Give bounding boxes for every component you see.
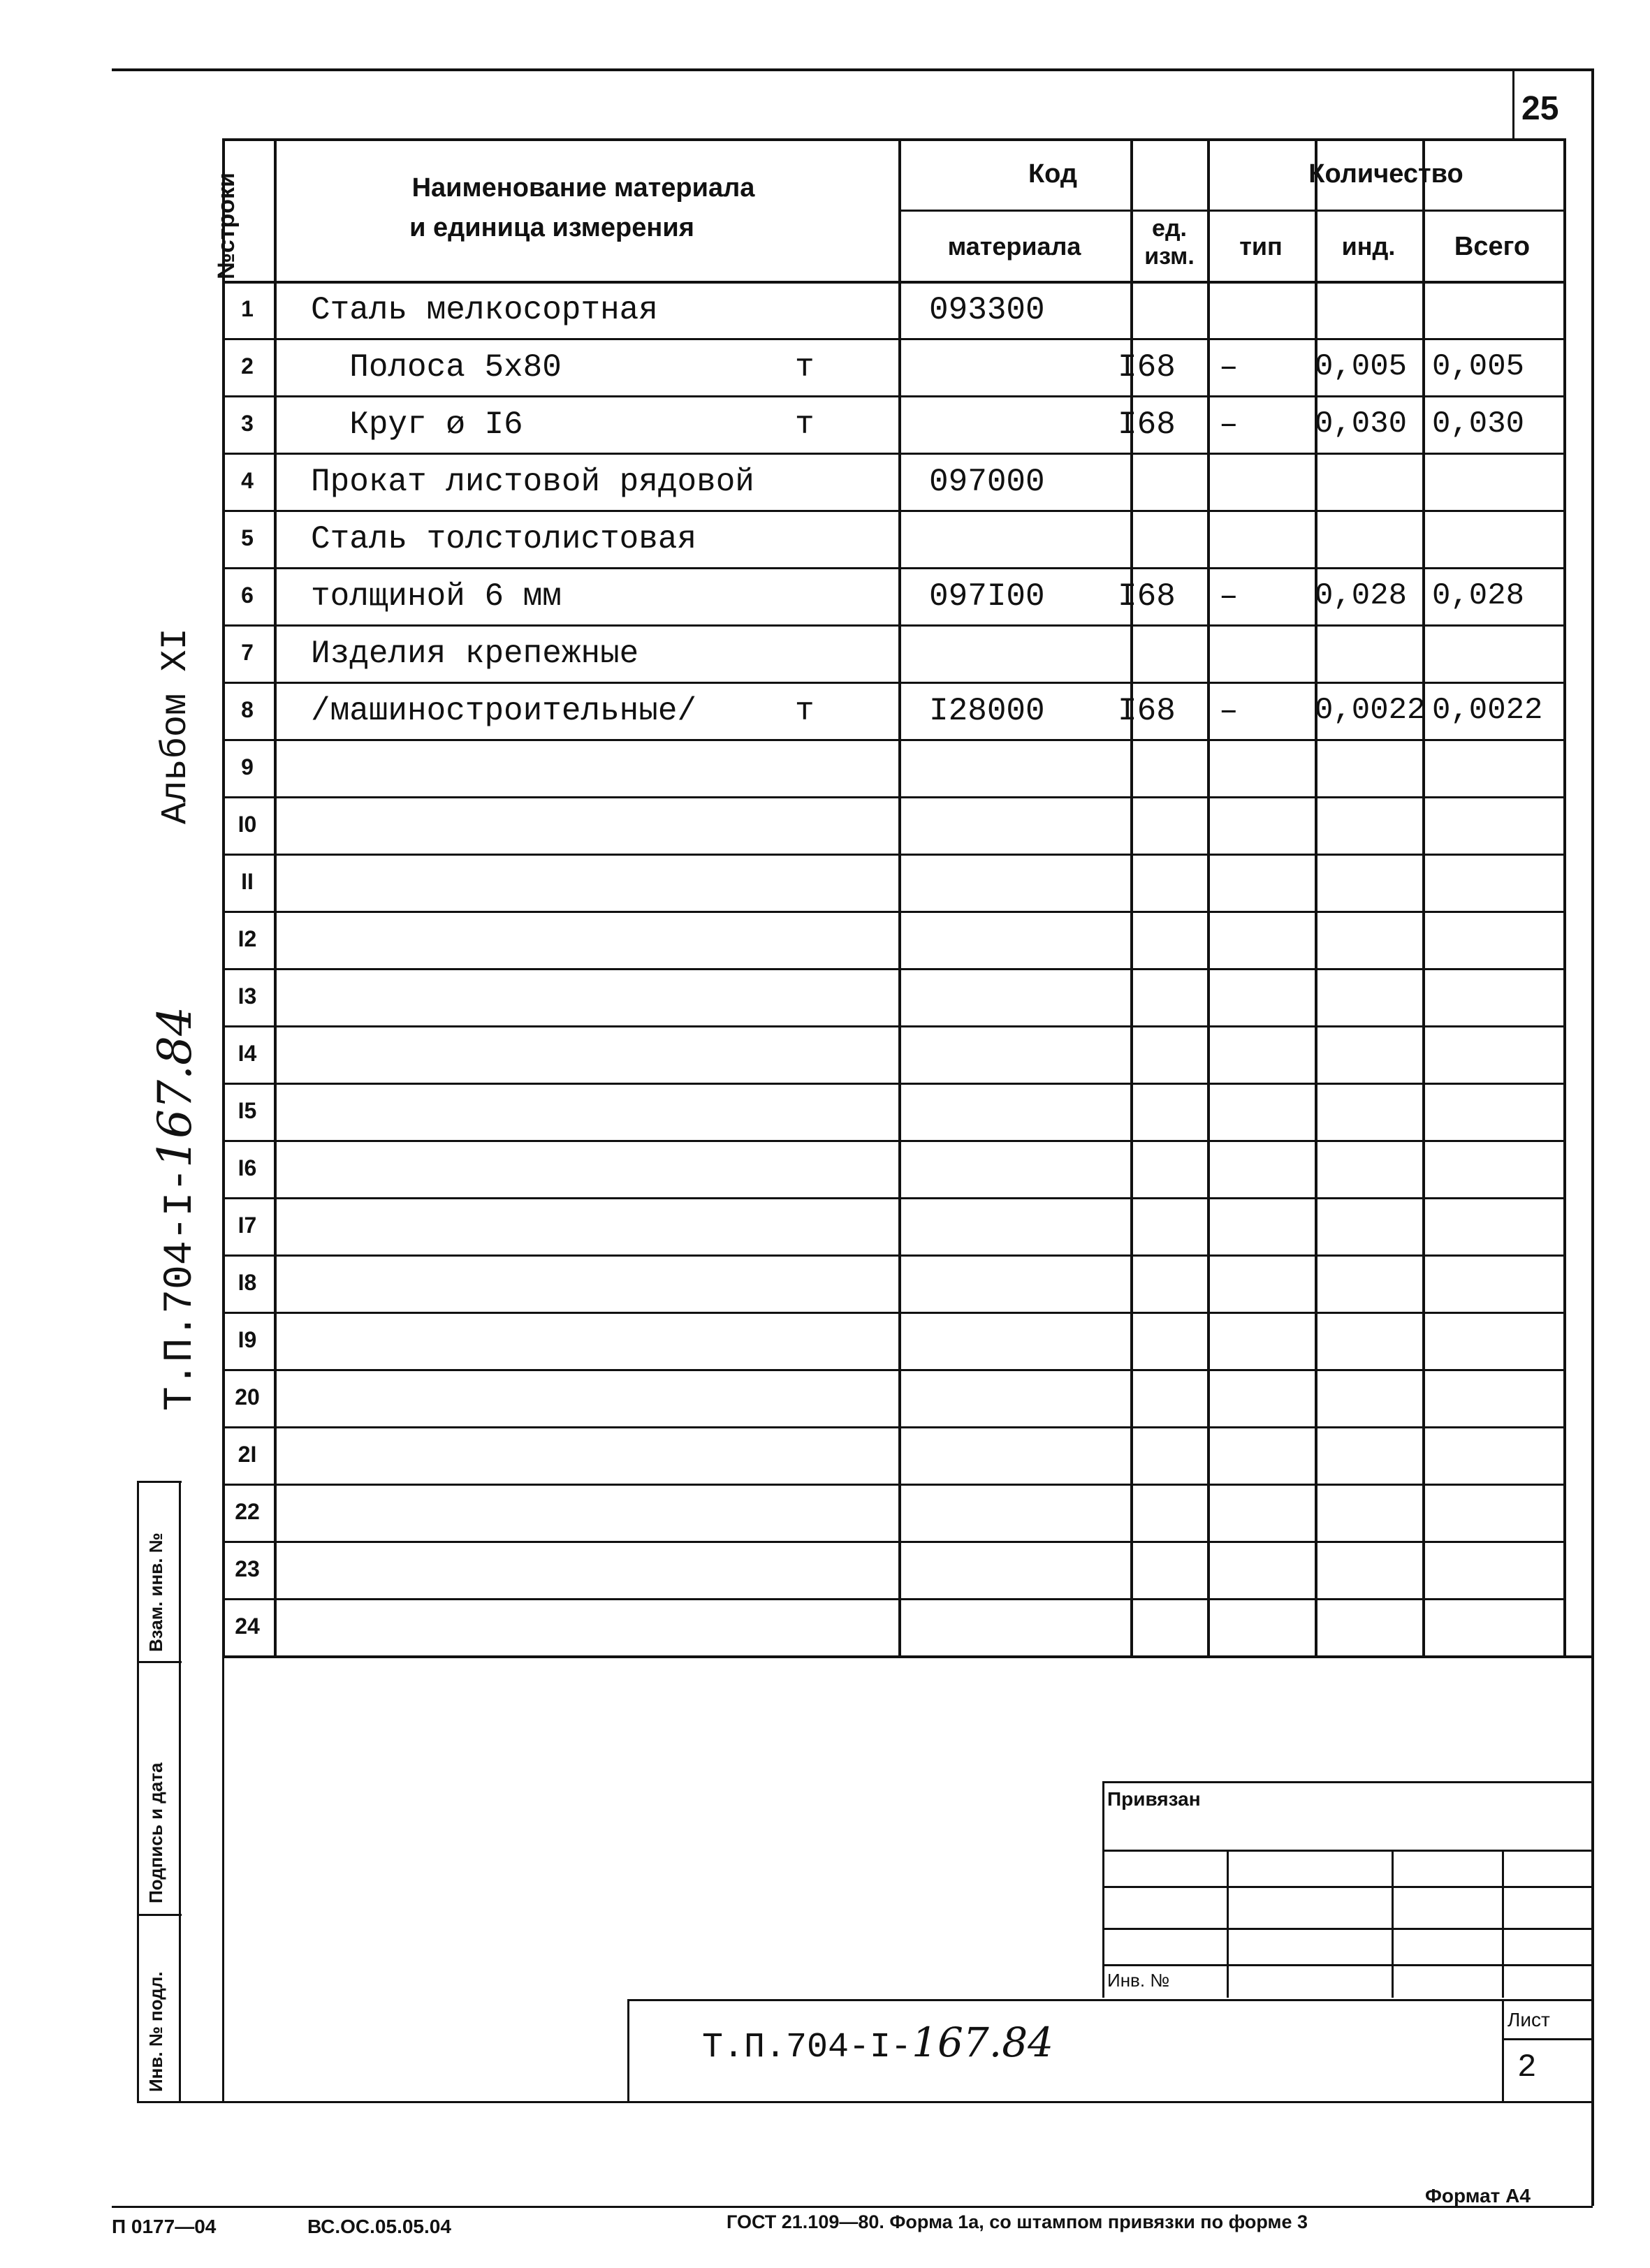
title-block-left xyxy=(627,1999,629,2102)
qty-ind: 0,030 xyxy=(1315,407,1408,441)
qty-ind: 0,028 xyxy=(1315,578,1408,613)
row-line xyxy=(222,624,1563,627)
material-code: 097000 xyxy=(929,464,1045,500)
qty-type: – xyxy=(1219,578,1239,615)
stamp-line-1 xyxy=(1102,1850,1593,1852)
row-number: I4 xyxy=(238,1041,257,1066)
row-number: 22 xyxy=(235,1499,260,1524)
table-bottom xyxy=(222,1655,1591,1658)
lower-frame-left xyxy=(222,1655,224,2102)
row-number: 8 xyxy=(241,697,254,722)
row-number: I9 xyxy=(238,1327,257,1352)
stamp-line-3 xyxy=(1102,1928,1593,1930)
inv-original-label: Инв. № подл. xyxy=(145,1971,166,2092)
row-number: II xyxy=(241,869,254,894)
qty-type: – xyxy=(1219,407,1239,443)
material-code: I28000 xyxy=(929,693,1045,729)
row-line xyxy=(222,1369,1563,1371)
row-line xyxy=(222,395,1563,397)
title-block-sheet-line xyxy=(1502,2038,1593,2040)
header-bottom xyxy=(222,281,1563,284)
header-row-number: №строки xyxy=(213,173,240,279)
qty-ind: 0,005 xyxy=(1315,349,1408,384)
header-unit-line2: изм. xyxy=(1144,243,1195,270)
sheet-label: Лист xyxy=(1507,2009,1550,2031)
material-name: Изделия крепежные xyxy=(311,636,639,672)
row-line xyxy=(222,453,1563,455)
strip-bottom xyxy=(137,2101,182,2103)
row-number: 4 xyxy=(241,468,254,493)
footer-left-code: П 0177—04 xyxy=(112,2216,217,2237)
row-line xyxy=(222,739,1563,741)
strip-right xyxy=(179,1481,181,2102)
row-line xyxy=(222,796,1563,798)
side-project-code-hand: 167.84 xyxy=(148,1007,202,1168)
page-number-box-left xyxy=(1512,70,1514,140)
page-number: 25 xyxy=(1521,90,1559,127)
unit-symbol: т xyxy=(795,407,815,443)
row-line xyxy=(222,510,1563,512)
row-line xyxy=(222,968,1563,970)
unit-code: I68 xyxy=(1118,578,1176,615)
stamp-top xyxy=(1102,1781,1593,1783)
row-line xyxy=(222,1598,1563,1600)
format-label: Формат А4 xyxy=(1425,2185,1531,2207)
signature-date-label: Подпись и дата xyxy=(145,1762,166,1903)
stamp-col-2 xyxy=(1392,1850,1394,1998)
header-total: Всего xyxy=(1454,232,1531,261)
stamp-attached-label: Привязан xyxy=(1107,1788,1201,1810)
row-number: 6 xyxy=(241,583,254,608)
col-line-7 xyxy=(1563,138,1566,1655)
stamp-col-1 xyxy=(1227,1850,1229,1998)
unit-code: I68 xyxy=(1118,407,1176,443)
header-code: Код xyxy=(1028,159,1078,189)
qty-ind: 0,0022 xyxy=(1315,693,1426,728)
row-line xyxy=(222,1140,1563,1142)
row-number: 24 xyxy=(235,1614,260,1639)
row-number: 20 xyxy=(235,1384,260,1410)
frame-top xyxy=(112,68,1593,71)
frame-right xyxy=(1591,68,1594,2206)
strip-left xyxy=(137,1481,139,2102)
title-doc-code-hand: 167.84 xyxy=(912,2019,1054,2066)
stamp-inv-label: Инв. № xyxy=(1107,1970,1170,1991)
lower-frame-bottom xyxy=(179,2101,1593,2103)
row-line xyxy=(222,1541,1563,1543)
material-name: Круг ø I6 xyxy=(311,407,523,443)
row-number: I6 xyxy=(238,1155,257,1180)
strip-top xyxy=(137,1481,182,1483)
row-number: 7 xyxy=(241,640,254,665)
title-block-sheet-divider xyxy=(1502,1999,1504,2102)
row-line xyxy=(222,1197,1563,1199)
row-number: I8 xyxy=(238,1270,257,1295)
side-project-code xyxy=(148,1007,203,1411)
row-line xyxy=(222,1484,1563,1486)
material-code: 097I00 xyxy=(929,578,1045,615)
unit-code: I68 xyxy=(1118,349,1176,386)
table-top xyxy=(222,138,1563,141)
title-doc-code-print: Т.П.704-I- xyxy=(702,2028,912,2068)
header-unit-line1: ед. xyxy=(1152,215,1187,242)
stamp-col-3 xyxy=(1502,1850,1504,1998)
row-line xyxy=(222,567,1563,569)
row-line xyxy=(222,338,1563,340)
unit-symbol: т xyxy=(795,349,815,386)
title-doc-code xyxy=(702,2019,1053,2068)
stamp-line-2 xyxy=(1102,1886,1593,1888)
row-number: I2 xyxy=(238,926,257,951)
material-name: Сталь мелкосортная xyxy=(311,292,658,328)
sheet-number: 2 xyxy=(1517,2049,1537,2086)
unit-code: I68 xyxy=(1118,693,1176,729)
footer-rule xyxy=(112,2206,1593,2208)
row-line xyxy=(222,911,1563,913)
side-project-code-print: Т.П.704-I- xyxy=(158,1167,203,1411)
qty-type: – xyxy=(1219,693,1239,729)
header-name-line1: Наименование материала xyxy=(411,173,755,203)
footer-mid-code: ВС.ОС.05.05.04 xyxy=(307,2216,451,2237)
row-line xyxy=(222,1254,1563,1257)
qty-type: – xyxy=(1219,349,1239,386)
row-number: 2I xyxy=(238,1442,257,1467)
row-number: 23 xyxy=(235,1556,260,1581)
row-line xyxy=(222,854,1563,856)
header-quantity: Количество xyxy=(1308,159,1463,189)
stamp-line-4 xyxy=(1102,1964,1593,1966)
row-number: 9 xyxy=(241,754,254,780)
row-number: 5 xyxy=(241,525,254,550)
album-label: Альбом XI xyxy=(155,628,196,824)
row-number: 3 xyxy=(241,411,254,436)
row-number: I0 xyxy=(238,812,257,837)
footer-gost: ГОСТ 21.109—80. Форма 1а, со штампом привязки по форме 3 xyxy=(727,2211,1308,2232)
material-name: /машиностроительные/ xyxy=(311,693,697,729)
material-code: 093300 xyxy=(929,292,1045,328)
qty-total: 0,005 xyxy=(1432,349,1525,384)
inv-substitute-label: Взам. инв. № xyxy=(145,1532,166,1652)
strip-div-2 xyxy=(137,1914,182,1916)
material-name: Полоса 5х80 xyxy=(311,349,562,386)
row-line xyxy=(222,682,1563,684)
header-name-line2: и единица измерения xyxy=(409,213,694,242)
header-ind: инд. xyxy=(1341,232,1396,261)
qty-total: 0,030 xyxy=(1432,407,1525,441)
row-number: I5 xyxy=(238,1098,257,1123)
header-type: тип xyxy=(1239,232,1283,261)
row-number: I7 xyxy=(238,1213,257,1238)
row-number: 2 xyxy=(241,353,254,379)
header-material: материала xyxy=(947,232,1081,261)
strip-div-1 xyxy=(137,1661,182,1663)
row-line xyxy=(222,1312,1563,1314)
row-line xyxy=(222,1025,1563,1027)
row-number: I3 xyxy=(238,983,257,1009)
title-block-top xyxy=(627,1999,1593,2001)
header-mid xyxy=(898,210,1563,212)
unit-symbol: т xyxy=(795,693,815,729)
qty-total: 0,028 xyxy=(1432,578,1525,613)
qty-total: 0,0022 xyxy=(1432,693,1543,728)
row-line xyxy=(222,1083,1563,1085)
row-number: 1 xyxy=(241,296,254,321)
row-line xyxy=(222,1426,1563,1428)
material-name: Прокат листовой рядовой xyxy=(311,464,754,500)
material-name: толщиной 6 мм xyxy=(311,578,562,615)
material-name: Сталь толстолистовая xyxy=(311,521,697,557)
